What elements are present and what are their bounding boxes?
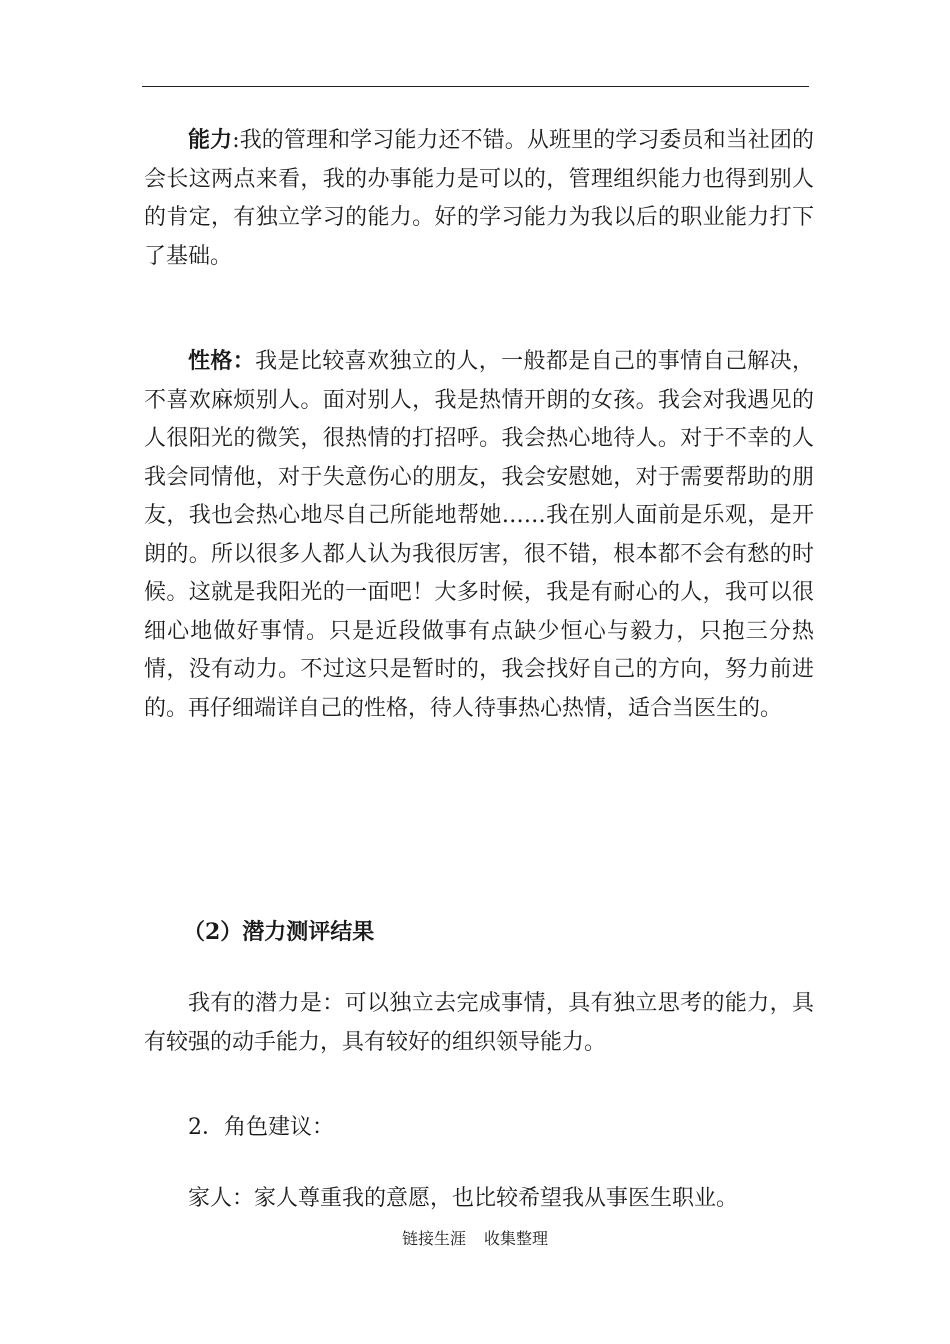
personality-paragraph (144, 342, 814, 728)
footer-left: 链接生涯 (401, 1229, 466, 1248)
ability-separator: : (232, 128, 240, 153)
personality-label: 性格： (188, 348, 256, 374)
role-heading: 2．角色建议： (188, 1115, 334, 1140)
potential-heading: （2）潜力测评结果 (183, 919, 375, 945)
page-footer (0, 1226, 950, 1249)
family-line: 家人：家人尊重我的意愿，也比较希望我从事医生职业。 (188, 1186, 739, 1211)
ability-label: 能力 (188, 127, 233, 153)
footer-right: 收集整理 (484, 1229, 549, 1248)
ability-paragraph (144, 121, 814, 276)
personality-text: 我是比较喜欢独立的人，一般都是自己的事情自己解决，不喜欢麻烦别人。面对别人，我是热情开朗的女孩。我会对我遇见的人很阳光的微笑，很热情的打招呼。我会热心地待人。对于不幸的人我会同情他，对于失意伤心的朋友，我会安慰她，对于需要帮助的朋友，我也会热心地尽自己所能地帮她……我在别人面前是乐观，是开朗的。所以很多人都人认为我很厉害，很不错，根本都不会有愁的时候。这就是我阳光的一面吧！大多时候，我是有耐心的人，我可以很细心地做好事情。只是近段做事有点缺少恒心与毅力，只抱三分热情，没有动力。不过这只是暂时的，我会找好自己的方向，努力前进的。再仔细端详自己的性格，待人待事热心热情，适合当医生的。 (144, 349, 814, 721)
potential-paragraph: 我有的潜力是：可以独立去完成事情，具有独立思考的能力，具有较强的动手能力，具有较好的组织领导能力。 (144, 991, 814, 1055)
ability-text: 我的管理和学习能力还不错。从班里的学习委员和当社团的会长这两点来看，我的办事能力是可以的，管理组织能力也得到别人的肯定，有独立学习的能力。好的学习能力为我以后的职业能力打下了基础。 (144, 128, 814, 269)
header-rule (142, 86, 809, 87)
